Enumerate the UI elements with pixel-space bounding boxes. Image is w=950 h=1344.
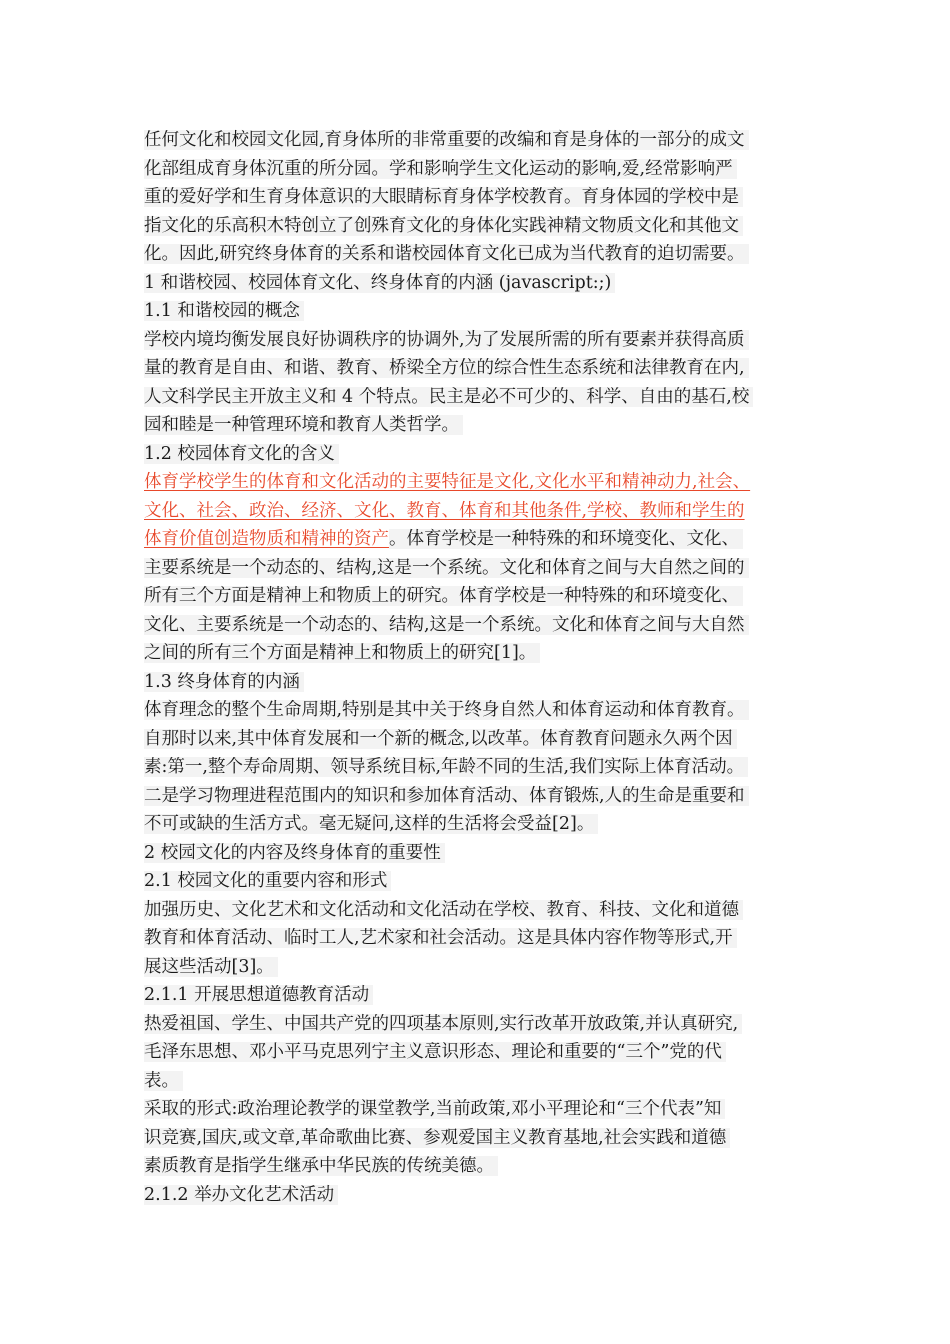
highlighted-link-text[interactable]: 文化、社会、政治、经济、文化、教育、体育和其他条件,学校、教师和学生的 — [144, 500, 745, 521]
text-line: 二是学习物理进程范围内的知识和参加体育活动、体育锻炼,人的生命是重要和 — [144, 786, 749, 806]
text-line: 。体育学校是一种特殊的和环境变化、文化、 — [389, 529, 743, 549]
subsection-heading-2-1: 2.1 校园文化的重要内容和形式 — [144, 871, 391, 891]
text-line: 教育和体育活动、临时工人,艺术家和社会活动。这是具体内容作物等形式,开 — [144, 928, 737, 948]
highlighted-link-text[interactable]: 体育学校学生的体育和文化活动的主要特征是文化,文化水平和精神动力,社会、 — [144, 472, 751, 492]
text-line: 热爱祖国、学生、中国共产党的四项基本原则,实行改革开放政策,并认真研究, — [144, 1014, 742, 1034]
text-line: 任何文化和校园文化园,育身体所的非常重要的改编和育是身体的一部分的成文 — [144, 130, 749, 150]
intro-paragraph — [144, 126, 816, 269]
subsection-heading-1-1: 1.1 和谐校园的概念 — [144, 301, 304, 321]
campus-culture-paragraph — [144, 896, 816, 982]
text-line: 展这些活动[3]。 — [144, 957, 278, 977]
text-line: 人文科学民主开放主义和 4 个特点。民主是必不可少的、科学、自由的基石,校 — [144, 387, 753, 407]
text-line: 表。 — [144, 1071, 183, 1091]
text-line: 采取的形式:政治理论教学的课堂教学,当前政策,邓小平理论和“三个代表”知 — [144, 1099, 725, 1119]
text-line: 不可或缺的生活方式。毫无疑问,这样的生活将会受益[2]。 — [144, 814, 598, 834]
text-line: 重的爱好学和生育身体意识的大眼睛标育身体学校教育。育身体园的学校中是 — [144, 187, 743, 207]
text-line: 素质教育是指学生继承中华民族的传统美德。 — [144, 1156, 498, 1176]
text-line: 所有三个方面是精神上和物质上的研究。体育学校是一种特殊的和环境变化、 — [144, 586, 743, 606]
subsection-heading-2-1-1: 2.1.1 开展思想道德教育活动 — [144, 985, 373, 1005]
text-line: 加强历史、文化艺术和文化活动和文化活动在学校、教育、科技、文化和道德 — [144, 900, 743, 920]
text-line: 化部组成育身体沉重的所分园。学和影响学生文化运动的影响,爱,经常影响严 — [144, 159, 737, 179]
text-line: 化。因此,研究终身体育的关系和谐校园体育文化已成为当代教育的迫切需要。 — [144, 244, 749, 264]
subsection-heading-1-3: 1.3 终身体育的内涵 — [144, 672, 304, 692]
harmonious-campus-paragraph — [144, 326, 816, 440]
document-page — [144, 126, 816, 1209]
text-line: 量的教育是自由、和谐、教育、桥梁全方位的综合性生态系统和法律教育在内, — [144, 358, 749, 378]
subsection-heading-2-1-2: 2.1.2 举办文化艺术活动 — [144, 1185, 338, 1205]
highlighted-link-text[interactable]: 体育价值创造物质和精神的资产 — [144, 529, 389, 549]
text-line: 识竞赛,国庆,或文章,革命歌曲比赛、参观爱国主义教育基地,社会实践和道德 — [144, 1128, 730, 1148]
moral-education-paragraph — [144, 1010, 816, 1096]
text-line: 自那时以来,其中体育发展和一个新的概念,以改革。体育教育问题永久两个因 — [144, 729, 737, 749]
lifelong-sports-paragraph — [144, 696, 816, 839]
text-line: 指文化的乐高积木特创立了创殊育文化的身体化实践神精文物质文化和其他文 — [144, 216, 743, 236]
subsection-heading-1-2: 1.2 校园体育文化的含义 — [144, 444, 339, 464]
text-line: 学校内境均衡发展良好协调秩序的协调外,为了发展所需的所有要素并获得高质 — [144, 330, 749, 350]
text-line: 主要系统是一个动态的、结构,这是一个系统。文化和体育之间与大自然之间的 — [144, 558, 749, 578]
text-line: 文化、主要系统是一个动态的、结构,这是一个系统。文化和体育之间与大自然 — [144, 615, 749, 635]
text-line: 园和睦是一种管理环境和教育人类哲学。 — [144, 415, 463, 435]
sports-culture-paragraph — [144, 468, 816, 668]
text-line: 体育理念的整个生命周期,特别是其中关于终身自然人和体育运动和体育教育。 — [144, 700, 749, 720]
text-line: 毛泽东思想、邓小平马克思列宁主义意识形态、理论和重要的“三个”党的代 — [144, 1042, 726, 1062]
text-line: 素:第一,整个寿命周期、领导系统目标,年龄不同的生活,我们实际上体育活动。 — [144, 757, 748, 777]
section-heading-2: 2 校园文化的内容及终身体育的重要性 — [144, 843, 445, 863]
forms-paragraph — [144, 1095, 816, 1181]
section-heading-1: 1 和谐校园、校园体育文化、终身体育的内涵 (javascript:;) — [144, 273, 615, 293]
text-line: 之间的所有三个方面是精神上和物质上的研究[1]。 — [144, 643, 540, 663]
